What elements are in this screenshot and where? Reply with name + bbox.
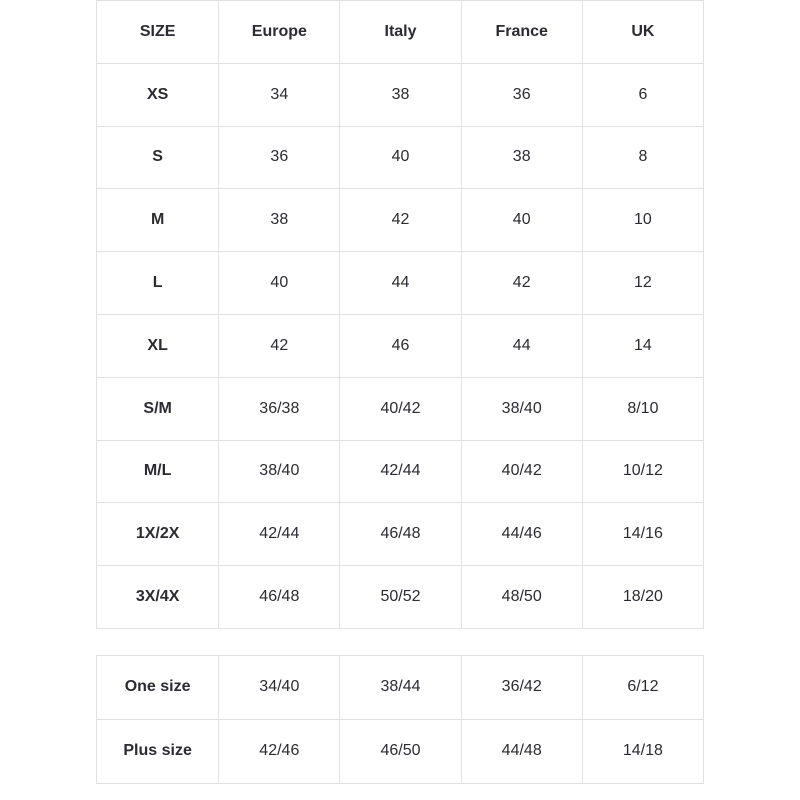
cell-uk: 8: [582, 126, 703, 189]
cell-italy: 40: [340, 126, 461, 189]
cell-europe: 36/38: [219, 377, 340, 440]
table-row: [97, 566, 704, 629]
cell-italy: 38/44: [340, 655, 461, 719]
table-row: [97, 252, 704, 315]
cell-italy: 44: [340, 252, 461, 315]
cell-france: 44: [461, 314, 582, 377]
cell-uk: 14/18: [582, 719, 703, 783]
cell-france: 40: [461, 189, 582, 252]
cell-europe: 36: [219, 126, 340, 189]
column-header-size: SIZE: [97, 1, 219, 64]
table-header-row: [97, 1, 704, 64]
cell-france: 42: [461, 252, 582, 315]
table-row: [97, 503, 704, 566]
row-label: Plus size: [97, 719, 219, 783]
table-row: [97, 377, 704, 440]
row-label: XS: [97, 63, 219, 126]
cell-italy: 42: [340, 189, 461, 252]
cell-uk: 10/12: [582, 440, 703, 503]
table-row: [97, 655, 704, 719]
cell-uk: 18/20: [582, 566, 703, 629]
row-label: S/M: [97, 377, 219, 440]
cell-france: 40/42: [461, 440, 582, 503]
cell-europe: 42/44: [219, 503, 340, 566]
cell-france: 44/48: [461, 719, 582, 783]
cell-france: 36/42: [461, 655, 582, 719]
row-label: 3X/4X: [97, 566, 219, 629]
cell-uk: 10: [582, 189, 703, 252]
cell-uk: 6: [582, 63, 703, 126]
column-header-europe: Europe: [219, 1, 340, 64]
cell-europe: 34/40: [219, 655, 340, 719]
cell-europe: 42/46: [219, 719, 340, 783]
row-label: M/L: [97, 440, 219, 503]
cell-uk: 12: [582, 252, 703, 315]
column-header-france: France: [461, 1, 582, 64]
cell-europe: 38/40: [219, 440, 340, 503]
cell-europe: 40: [219, 252, 340, 315]
row-label: 1X/2X: [97, 503, 219, 566]
cell-uk: 6/12: [582, 655, 703, 719]
column-header-italy: Italy: [340, 1, 461, 64]
cell-italy: 46: [340, 314, 461, 377]
row-label: L: [97, 252, 219, 315]
cell-uk: 14/16: [582, 503, 703, 566]
table-row: [97, 440, 704, 503]
cell-europe: 42: [219, 314, 340, 377]
cell-france: 38: [461, 126, 582, 189]
table-row: [97, 63, 704, 126]
cell-france: 44/46: [461, 503, 582, 566]
row-label: S: [97, 126, 219, 189]
table-row: [97, 314, 704, 377]
cell-italy: 46/50: [340, 719, 461, 783]
cell-europe: 46/48: [219, 566, 340, 629]
cell-france: 36: [461, 63, 582, 126]
column-header-uk: UK: [582, 1, 703, 64]
table-row: [97, 126, 704, 189]
cell-italy: 46/48: [340, 503, 461, 566]
cell-france: 38/40: [461, 377, 582, 440]
cell-italy: 38: [340, 63, 461, 126]
row-label: M: [97, 189, 219, 252]
row-label: XL: [97, 314, 219, 377]
row-label: One size: [97, 655, 219, 719]
cell-france: 48/50: [461, 566, 582, 629]
size-conversion-table: [96, 0, 704, 629]
table-row: [97, 719, 704, 783]
cell-uk: 8/10: [582, 377, 703, 440]
table-row: [97, 189, 704, 252]
cell-italy: 40/42: [340, 377, 461, 440]
one-size-table: [96, 655, 704, 784]
cell-europe: 34: [219, 63, 340, 126]
cell-italy: 50/52: [340, 566, 461, 629]
cell-uk: 14: [582, 314, 703, 377]
cell-italy: 42/44: [340, 440, 461, 503]
cell-europe: 38: [219, 189, 340, 252]
